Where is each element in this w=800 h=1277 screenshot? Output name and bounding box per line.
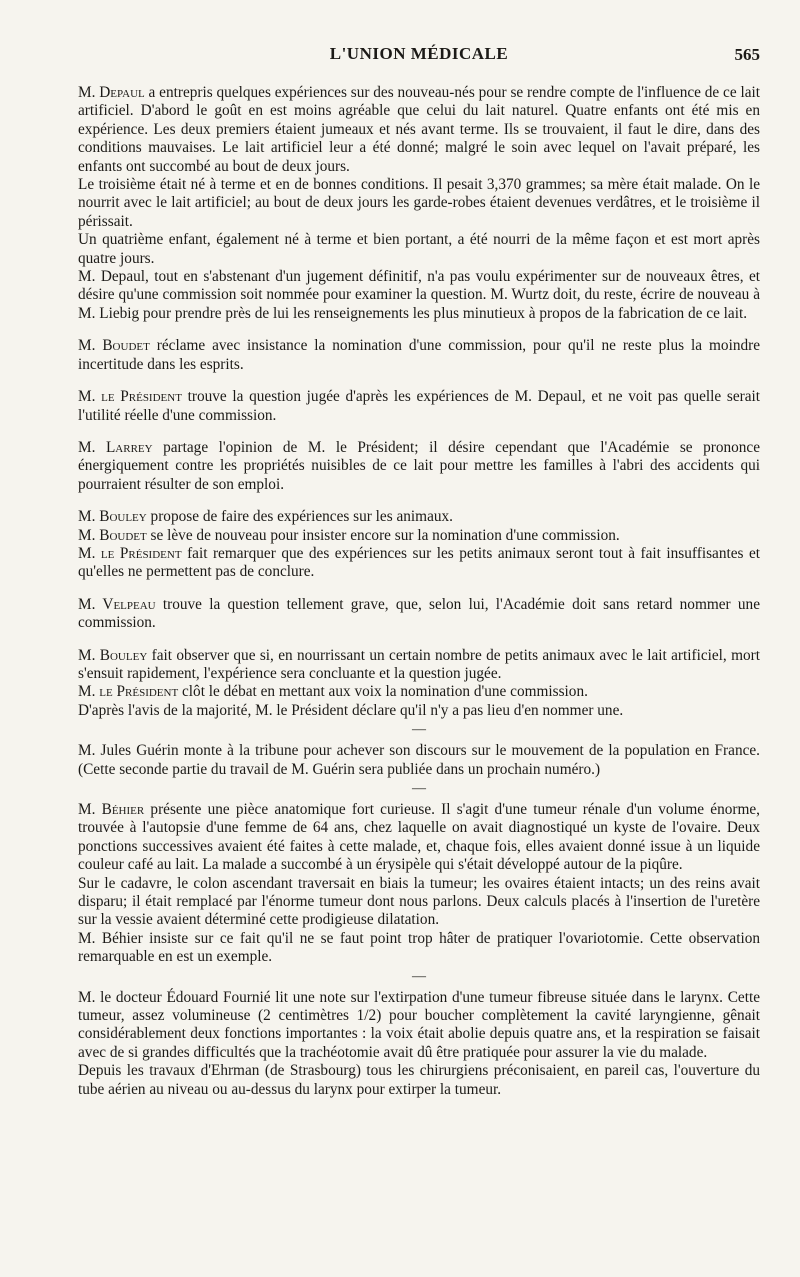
paragraph (78, 268, 760, 323)
paragraph (78, 647, 760, 684)
paragraph (78, 231, 760, 268)
speaker-name: M. Larrey (78, 438, 153, 456)
paragraph (78, 337, 760, 374)
paragraph (78, 801, 760, 875)
paragraph (78, 84, 760, 176)
paragraph (78, 742, 760, 779)
paragraph-text: propose de faire des expériences sur les animaux. (146, 508, 453, 526)
paragraph-text: fait remarquer que des expériences sur les petits animaux seront tout à fait insuffisantes et qu'elles ne permettent pas de conclure. (78, 544, 761, 581)
speaker-name: M. Bouley (78, 508, 147, 526)
section-separator: — (412, 781, 426, 796)
section-separator: — (412, 722, 426, 738)
speaker-name: M. le Président (78, 388, 182, 406)
paragraph-text: réclame avec insistance la nomination d'une commission, pour qu'il ne reste plus la moindre incertitude dans les esprits. (78, 337, 761, 373)
running-header (78, 44, 760, 74)
paragraph-text: trouve la question jugée d'après les expériences de M. Depaul, et ne voit pas quelle serait l'utilité réelle d'une commission. (78, 388, 761, 424)
paragraph (78, 596, 760, 633)
speaker-name: M. Velpeau (78, 595, 156, 613)
paragraph-text: M. Depaul, tout en s'abstenant d'un jugement définitif, n'a pas voulu expérimenter sur de nouveaux êtres, et désire qu'une commission soit nommée pour examiner la question. M. Wurtz doit, du reste, écrire de nouveau à M. Liebig pour prendre près de lui les renseignements les plus minutieux à propos de la fabrication de ce lait. (78, 268, 760, 322)
paragraph-text: Sur le cadavre, le colon ascendant traversait en biais la tumeur; les ovaires étaient intacts; un des reins avait disparu; il était remplacé par l'énorme tumeur dont nous parlons. Deux calculs placés à l'insertion de l'uretère sur la vessie avaient déterminé cette prodigieuse dilatation. (78, 874, 760, 929)
speaker-name: M. Depaul (78, 84, 145, 101)
paragraph-text: Depuis les travaux d'Ehrman (de Strasbourg) tous les chirurgiens préconisaient, en pareil cas, l'ouverture du tube aérien au niveau ou au-dessus du larynx pour extirper la tumeur. (78, 1062, 760, 1098)
paragraph (78, 388, 760, 425)
paragraph (78, 508, 760, 526)
paragraph (78, 527, 760, 545)
paragraph-text: M. Béhier insiste sur ce fait qu'il ne se faut point trop hâter de pratiquer l'ovariotomie. Cette observation remarquable en est un exemple. (78, 929, 760, 966)
speaker-name: M. Béhier (78, 801, 145, 818)
speaker-name: M. le Président (78, 683, 179, 701)
page-number: 565 (734, 45, 760, 64)
speaker-name: M. Boudet (78, 526, 147, 544)
paragraph (78, 1062, 760, 1099)
paragraph-text: M. Jules Guérin monte à la tribune pour achever son discours sur le mouvement de la population en France. (Cette seconde partie du travail de M. Guérin sera publiée dans un prochain numéro.) (78, 742, 760, 778)
paragraph (78, 439, 760, 494)
paragraph (78, 545, 760, 582)
speaker-name: M. Bouley (78, 646, 148, 664)
paragraph (78, 989, 760, 1063)
paragraph-text: présente une pièce anatomique fort curieuse. Il s'agit d'une tumeur rénale d'un volume énorme, trouvée à l'autopsie d'une femme de 64 ans, chez laquelle on avait diagnostiqué un kyste de l'ovaire. Deux ponctions successives avaient été faites à cette malade, et, chaque fois, elles avaient donné issue à un liquide couleur café au lait. La malade a succombé à un érysipèle qui s'était développé autour de la piqûre. (78, 801, 760, 874)
section-separator: — (412, 968, 426, 984)
paragraph-text: fait observer que si, en nourrissant un certain nombre de petits animaux avec le lait artificiel, mort s'ensuit rapidement, l'expérience sera concluante et la question jugée. (78, 646, 760, 682)
paragraph (78, 930, 760, 967)
article-body (78, 84, 760, 1099)
paragraph-text: M. le docteur Édouard Fournié lit une note sur l'extirpation d'une tumeur fibreuse située dans le larynx. Cette tumeur, assez volumineuse (2 centimètres 1/2) pour boucher complètement la cavité laryngienne, gênait considérablement deux fonctions importantes : la voix était abolie depuis quatre ans, et la respiration se faisait avec de si grandes difficultés que la trachéotomie avait dû être pratiquée pour assurer la vie du malade. (78, 988, 760, 1061)
paragraph-text: trouve la question tellement grave, que, selon lui, l'Académie doit sans retard nommer une commission. (78, 595, 760, 632)
speaker-name: M. le Président (78, 544, 182, 562)
speaker-name: M. Boudet (78, 337, 150, 355)
running-title: L'UNION MÉDICALE (329, 44, 509, 63)
paragraph-text: a entrepris quelques expériences sur des nouveau-nés pour se rendre compte de l'influence de ce lait artificiel. D'abord le goût en est moins agréable que celui du lait naturel. Quatre enfants ont été mis en expérience. Les deux premiers étaient jumeaux et nés avant terme. Ils se trouvaient, il faut le dire, dans des conditions mauvaises. Le lait artificiel leur a été donné; malgré le soin avec lequel on l'avait préparé, les enfants ont succombé au bout de deux jours. (78, 84, 760, 175)
paragraph-text: Le troisième était né à terme et en de bonnes conditions. Il pesait 3,370 grammes; sa mère était malade. On le nourrit avec le lait artificiel; au bout de deux jours les garde-robes étaient devenues verdâtres, et le troisième il périssait. (78, 176, 760, 230)
paragraph-text: clôt le débat en mettant aux voix la nomination d'une commission. (178, 683, 588, 701)
paragraph (78, 702, 760, 720)
paragraph (78, 683, 760, 701)
paragraph-text: Un quatrième enfant, également né à terme et bien portant, a été nourri de la même façon et est mort après quatre jours. (78, 231, 760, 267)
paragraph (78, 875, 760, 930)
paragraph-text: D'après l'avis de la majorité, M. le Président déclare qu'il n'y a pas lieu d'en nommer une. (78, 701, 624, 719)
paragraph (78, 176, 760, 231)
paragraph-text: partage l'opinion de M. le Président; il désire cependant que l'Académie se prononce énergiquement contre les propriétés nuisibles de ce lait pour mettre les familles à l'abri des accidents qui pourraient résulter de son emploi. (78, 438, 760, 493)
paragraph-text: se lève de nouveau pour insister encore sur la nomination d'une commission. (146, 526, 620, 544)
